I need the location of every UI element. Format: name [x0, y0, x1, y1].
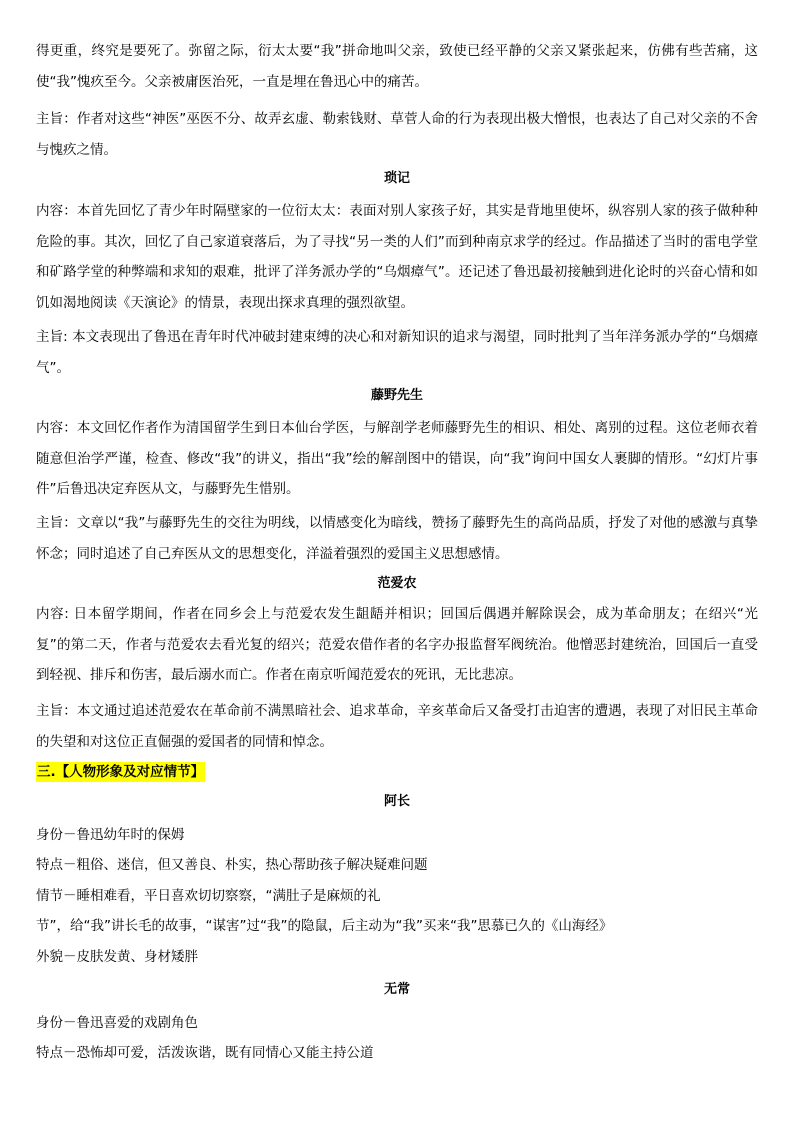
- paragraph-father-death: 得更重，终究是要死了。弥留之际，衍太太要“我”拼命地叫父亲，致使已经平静的父亲又紧张起来，仿佛有些苦痛，这使“我”愧疚至今。父亲被庸医治死，一直是埋在鲁迅心中的痛苦。: [36, 43, 758, 90]
- achang-plot-line-2: 节”，给“我”讲长毛的故事，“谋害”过“我”的隐鼠，后主动为“我”买来“我”思慕已久的《山海经》: [36, 918, 613, 934]
- paragraph-fanainong-theme: 主旨：本文通过追述范爱农在革命前不满黑暗社会、追求革命，辛亥革命后又备受打击迫害的遭遇，表现了对旧民主革命的失望和对这位正直倔强的爱国者的同情和悼念。: [36, 703, 758, 750]
- section-heading-characters: 三.【人物形象及对应情节】: [37, 764, 205, 780]
- paragraph-theme-father: 主旨：作者对这些“神医”巫医不分、故弄玄虚、勒索钱财、草菅人命的行为表现出极大憎恨，也表达了自己对父亲的不舍与愧疚之情。: [36, 111, 758, 158]
- paragraph-tengye-theme: 主旨：文章以“我”与藤野先生的交往为明线，以情感变化为暗线，赞扬了藤野先生的高尚品质，抒发了对他的感激与真挚怀念；同时追述了自己弃医从文的思想变化，洋溢着强烈的爱国主义思想感情。: [36, 515, 758, 562]
- character-title-wuchang: 无常: [383, 982, 410, 997]
- wuchang-identity: 身份－鲁迅喜爱的戏剧角色: [36, 1015, 198, 1031]
- achang-appearance: 外貌－皮肤发黄、身材矮胖: [36, 949, 198, 965]
- paragraph-tengye-content: 内容：本文回忆作者作为清国留学生到日本仙台学医，与解剖学老师藤野先生的相识、相处、离别的过程。这位老师衣着随意但治学严谨，检查、修改“我”的讲义，指出“我”绘的解剖图中的错误，向“我”询问中国女人裹脚的情形。“幻灯片事件”后鲁迅决定弃医从文，与藤野先生惜别。: [36, 420, 758, 497]
- section-title-tengye: 藤野先生: [370, 388, 423, 403]
- paragraph-suoji-content: 内容：本首先回忆了青少年时隔壁家的一位衍太太：表面对别人家孩子好，其实是背地里使坏，纵容别人家的孩子做种种危险的事。其次，回忆了自己家道衰落后，为了寻找“另一类的人们”而到种南京求学的经过。作品描述了当时的雷电学堂和矿路学堂的种弊端和求知的艰难，批评了洋务派办学的“乌烟瘴气”。还记述了鲁迅最初接触到进化论时的兴奋心情和如饥如渴地阅读《天演论》的情景，表现出探求真理的强烈欲望。: [36, 203, 758, 311]
- achang-plot-line-1: 情节－睡相难看，平日喜欢切切察察，“满肚子是麻烦的礼: [36, 888, 381, 904]
- paragraph-fanainong-content: 内容: 日本留学期间，作者在同乡会上与范爱农发生龃龉并相识；回国后偶遇并解除误会，成为革命朋友；在绍兴“光复”的第二天，作者与范爱农去看光复的绍兴；范爱农借作者的名字办报监督军阀统治。他憎恶封建统治，回国后一直受到轻视、排斥和伤害，最后溺水而亡。作者在南京听闻范爱农的死讯，无比悲凉。: [36, 606, 758, 683]
- achang-traits: 特点－粗俗、迷信，但又善良、朴实，热心帮助孩子解决疑难问题: [36, 857, 428, 873]
- section-title-fanainong: 范爱农: [377, 576, 417, 591]
- section-title-suoji: 琐记: [383, 171, 410, 186]
- character-title-achang: 阿长: [383, 794, 410, 809]
- paragraph-suoji-theme: 主旨: 本文表现出了鲁迅在青年时代冲破封建束缚的决心和对新知识的追求与渴望，同时批判了当年洋务派办学的“乌烟瘴气”。: [36, 329, 758, 376]
- achang-identity: 身份－鲁迅幼年时的保姆: [36, 827, 185, 843]
- wuchang-traits: 特点－恐怖却可爱，活泼诙谐，既有同情心又能主持公道: [36, 1045, 374, 1061]
